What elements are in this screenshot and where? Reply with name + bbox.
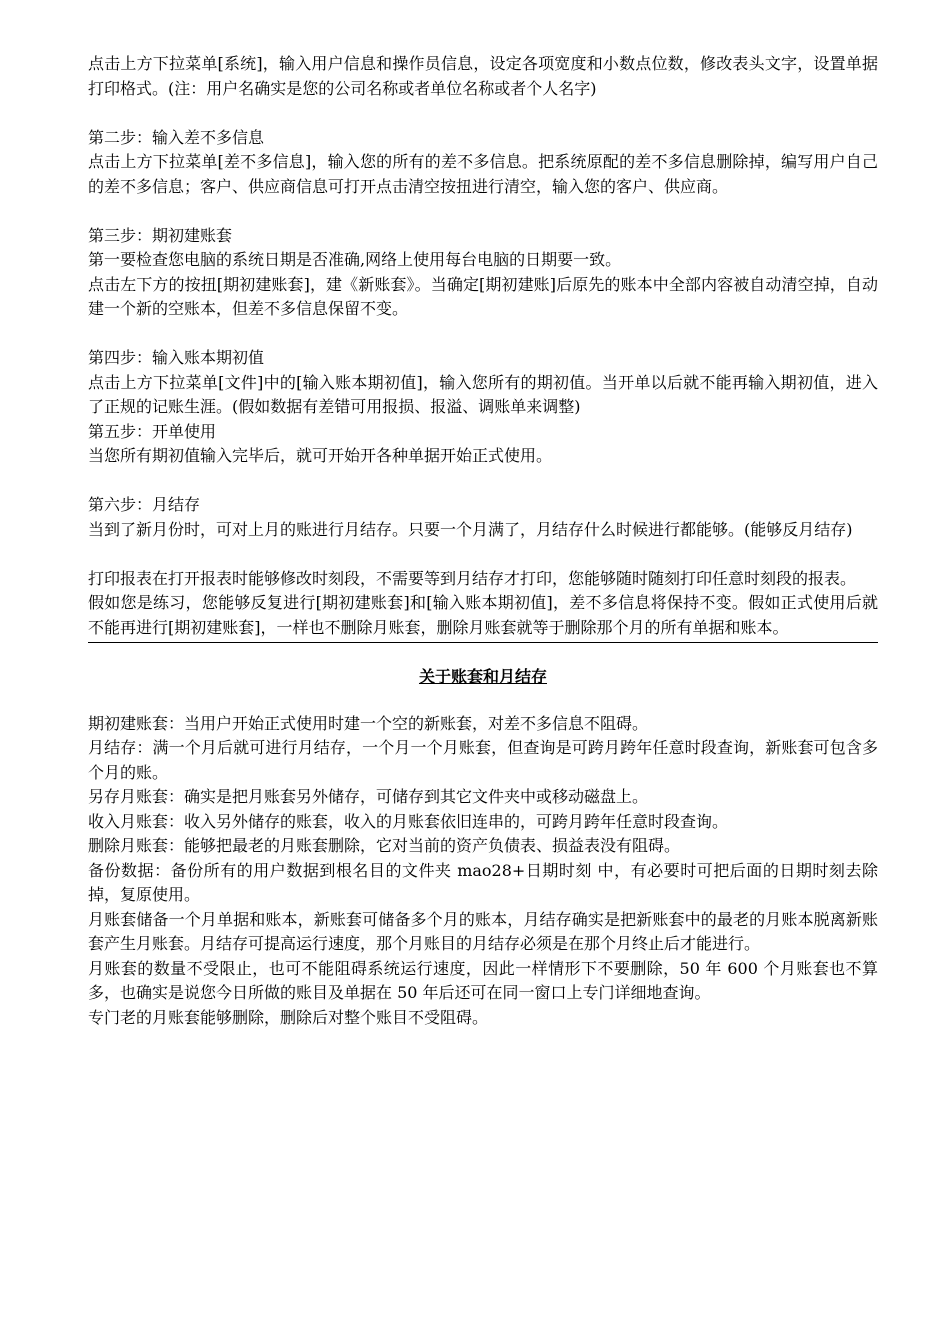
paragraph: 点击上方下拉菜单[差不多信息]，输入您的所有的差不多信息。把系统原配的差不多信息删除掉，编写用户自己的差不多信息；客户、供应商信息可打开点击清空按扭进行清空，输入您的客户、供应商。 (88, 152, 878, 196)
section-title: 关于账套和月结存 (418, 667, 547, 686)
paragraph: 另存月账套：确实是把月账套另外储存，可储存到其它文件夹中或移动磁盘上。 (88, 787, 649, 806)
paragraph: 打印报表在打开报表时能够修改时刻段，不需要等到月结存才打印，您能够随时随刻打印任意时刻段的报表。 (88, 568, 857, 588)
paragraph: 点击上方下拉菜单[系统]，输入用户信息和操作员信息，设定各项宽度和小数点位数，修改表头文字，设置单据打印格式。(注：用户名确实是您的公司名称或者单位名称或者个人名字) (88, 54, 878, 98)
paragraph: 期初建账套：当用户开始正式使用时建一个空的新账套，对差不多信息不阻碍。 (88, 713, 649, 733)
instructions-section (88, 52, 878, 640)
paragraph: 第三步：期初建账套 (88, 225, 233, 245)
paragraph: 第五步：开单使用 (88, 421, 217, 441)
account-set-section (88, 712, 878, 1031)
paragraph: 假如您是练习，您能够反复进行[期初建账套]和[输入账本期初值]，差不多信息将保持不变。假如正式使用后就不能再进行[期初建账套]，一样也不删除月账套，删除月账套就等于删除那个月的所有单据和账本。 (88, 593, 878, 637)
paragraph: 收入月账套：收入另外储存的账套，收入的月账套依旧连串的，可跨月跨年任意时段查询。 (88, 811, 729, 831)
paragraph: 点击上方下拉菜单[文件]中的[输入账本期初值]，输入您所有的期初值。当开单以后就不能再输入期初值，进入了正规的记账生涯。(假如数据有差错可用报损、报溢、调账单来调整) (88, 372, 878, 416)
paragraph: 当您所有期初值输入完毕后，就可开始开各种单据开始正式使用。 (88, 446, 553, 465)
blank-line (88, 199, 878, 224)
blank-line (88, 542, 878, 567)
paragraph: 月结存：满一个月后就可进行月结存，一个月一个月账套，但查询是可跨月跨年任意时段查询，新账套可包含多个月的账。 (88, 738, 878, 782)
paragraph: 专门老的月账套能够删除，删除后对整个账目不受阻碍。 (88, 1007, 489, 1027)
blank-line (88, 101, 878, 126)
paragraph: 备份数据：备份所有的用户数据到根名目的文件夹 mao28+日期时刻 中，有必要时可把后面的日期时刻去除掉，复原使用。 (88, 860, 878, 904)
paragraph: 第六步：月结存 (88, 495, 201, 514)
paragraph: 删除月账套：能够把最老的月账套删除，它对当前的资产负债表、损益表没有阻碍。 (88, 836, 681, 855)
paragraph: 月账套的数量不受限止，也可不能阻碍系统运行速度，因此一样情形下不要删除，50 年 600 个月账套也不算多，也确实是说您今日所做的账目及单据在 50 年后还可在同一窗口上专门详细地查询。 (88, 958, 878, 1002)
paragraph: 第一要检查您电脑的系统日期是否准确,网络上使用每台电脑的日期要一致。 (88, 250, 622, 269)
paragraph: 月账套储备一个月单据和账本，新账套可储备多个月的账本，月结存确实是把新账套中的最老的月账本脱离新账套产生月账套。月结存可提高运行速度，那个月账目的月结存必须是在那个月终止后才能进行。 (88, 909, 878, 953)
blank-line (88, 322, 878, 347)
paragraph: 点击左下方的按扭[期初建账套]，建《新账套》。当确定[期初建账]后原先的账本中全部内容被自动清空掉，自动建一个新的空账本，但差不多信息保留不变。 (88, 274, 878, 318)
paragraph: 第四步：输入账本期初值 (88, 348, 265, 367)
paragraph: 当到了新月份时，可对上月的账进行月结存。只要一个月满了，月结存什么时候进行都能够。(能够反月结存) (88, 519, 853, 539)
document-page (88, 52, 878, 1030)
paragraph: 第二步：输入差不多信息 (88, 127, 265, 147)
blank-line (88, 469, 878, 494)
section-divider (88, 642, 878, 643)
